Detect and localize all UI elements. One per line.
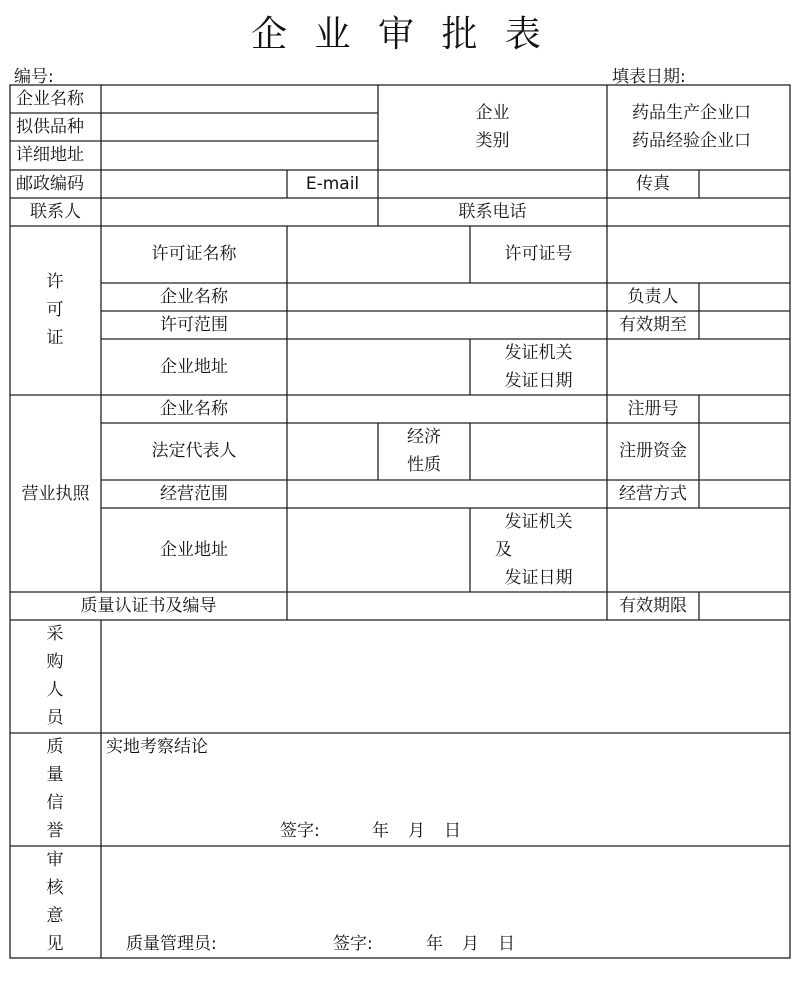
valid-until-label: 有效期至 — [619, 315, 687, 335]
category-label-line1: 企业 — [475, 103, 510, 123]
license-name-label: 许可证名称 — [151, 244, 237, 264]
business-mode-label: 经营方式 — [619, 484, 687, 504]
quality-credit-day-label: 日 — [444, 821, 461, 841]
economic-nature-label-line1: 经济 — [407, 427, 441, 447]
review-opinion-section-label: 审 核 意 见 — [46, 850, 64, 954]
form-title: 企 业 审 批 表 — [251, 14, 549, 55]
registered-capital-label: 注册资金 — [619, 441, 687, 461]
economic-nature-label-line2: 性质 — [407, 455, 441, 475]
business-scope-label: 经营范围 — [160, 484, 228, 504]
legal-representative-label: 法定代表人 — [151, 441, 237, 461]
certificate-validity-label: 有效期限 — [619, 596, 687, 616]
license-issue-date-label: 发证日期 — [504, 371, 573, 391]
type-option-trader[interactable]: 药品经验企业口 — [632, 131, 751, 151]
postcode-label: 邮政编码 — [16, 174, 84, 194]
business-company-name-label: 企业名称 — [160, 399, 228, 419]
license-issuer-label: 发证机关 — [504, 343, 573, 363]
supply-products-label: 拟供品种 — [16, 117, 84, 137]
fax-label: 传真 — [636, 174, 670, 194]
site-inspection-conclusion-label: 实地考察结论 — [106, 737, 208, 757]
address-label: 详细地址 — [16, 145, 84, 165]
business-license-section-label: 营业执照 — [21, 484, 90, 504]
review-year-label: 年 — [426, 934, 443, 954]
contact-label: 联系人 — [30, 202, 81, 222]
quality-credit-month-label: 月 — [408, 821, 425, 841]
serial-number-label: 编号: — [14, 67, 54, 87]
phone-label: 联系电话 — [458, 202, 527, 222]
quality-certificate-label: 质量认证书及编导 — [80, 596, 217, 616]
business-issuer-label-line2: 及 — [495, 540, 512, 560]
person-in-charge-label: 负责人 — [627, 287, 679, 307]
registration-number-label: 注册号 — [627, 399, 679, 419]
quality-manager-label: 质量管理员: — [126, 934, 217, 954]
review-month-label: 月 — [462, 934, 479, 954]
email-label: E-mail — [305, 174, 360, 194]
review-signature-label: 签字: — [333, 934, 373, 954]
license-address-label: 企业地址 — [160, 357, 228, 377]
quality-credit-year-label: 年 — [372, 821, 389, 841]
business-address-label: 企业地址 — [160, 540, 228, 560]
quality-credit-section-label: 质 量 信 誉 — [46, 737, 64, 841]
business-issuer-label-line3: 发证日期 — [504, 568, 573, 588]
license-number-label: 许可证号 — [504, 244, 573, 264]
type-option-manufacturer[interactable]: 药品生产企业口 — [632, 103, 751, 123]
license-scope-label: 许可范围 — [160, 315, 228, 335]
company-name-label: 企业名称 — [16, 89, 84, 109]
review-day-label: 日 — [498, 934, 515, 954]
license-section-label: 许 可 证 — [46, 272, 64, 348]
purchaser-section-label: 采 购 人 员 — [46, 624, 64, 728]
category-label-line2: 类别 — [475, 131, 510, 151]
business-issuer-label-line1: 发证机关 — [504, 512, 573, 532]
license-company-name-label: 企业名称 — [160, 287, 228, 307]
quality-credit-signature-label: 签字: — [280, 821, 320, 841]
fill-date-label: 填表日期: — [612, 67, 686, 87]
